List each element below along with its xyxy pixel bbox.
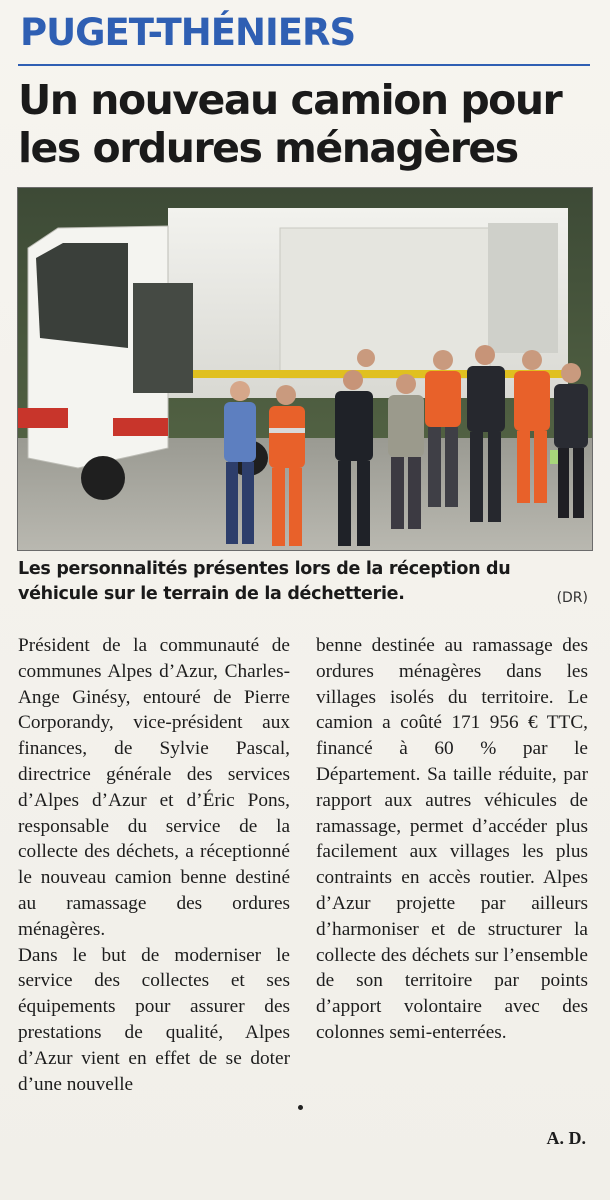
author-byline: A. D.	[546, 1128, 586, 1148]
headline: Un nouveau camion pour les ordures ménagères	[18, 76, 562, 172]
truck-wheel	[81, 456, 125, 500]
article-photo	[17, 187, 593, 551]
article-column-2	[316, 633, 588, 1046]
body-paragraph: Président de la communauté de communes Alpes d’Azur, Charles-Ange Ginésy, entouré de Pierre Corporandy, vice-président aux finances, de Sylvie Pascal, directrice générale des services d’Alpes d’Azur et d’Éric Pons, responsable du service de la collecte des déchets, a réceptionné le nouveau camion benne destiné au ramassage des ordures ménagères.	[18, 635, 290, 940]
article-column-1	[18, 633, 290, 1097]
photo-credit: (DR)	[556, 590, 588, 606]
body-paragraph: Dans le but de moderniser le service des collectes et ses équipements pour assurer des prestations de qualité, Alpes d’Azur vient en effet de se doter d’une nouvelle	[18, 944, 290, 1095]
photo-caption: Les personnalités présentes lors de la réception du véhicule sur le terrain de la déchetterie.	[18, 559, 511, 604]
section-kicker: PUGET-THÉNIERS	[20, 11, 356, 54]
body-paragraph: benne destinée au ramassage des ordures ménagères dans les villages isolés du territoire. Le camion a coûté 171 956 € TTC, financé à 60 % par le Département. Sa taille réduite, par rapport aux autres véhicules de ramassage, permet d’accéder plus facilement aux villages les plus contraints en accès routier. Alpes d’Azur projette par ailleurs d’harmoniser et de structurer la collecte des déchets sur l’ensemble de son territoire par points d’apport volontaire avec des colonnes semi-enterrées.	[316, 635, 588, 1043]
kicker-rule	[18, 64, 590, 66]
column-dot	[298, 1105, 303, 1110]
